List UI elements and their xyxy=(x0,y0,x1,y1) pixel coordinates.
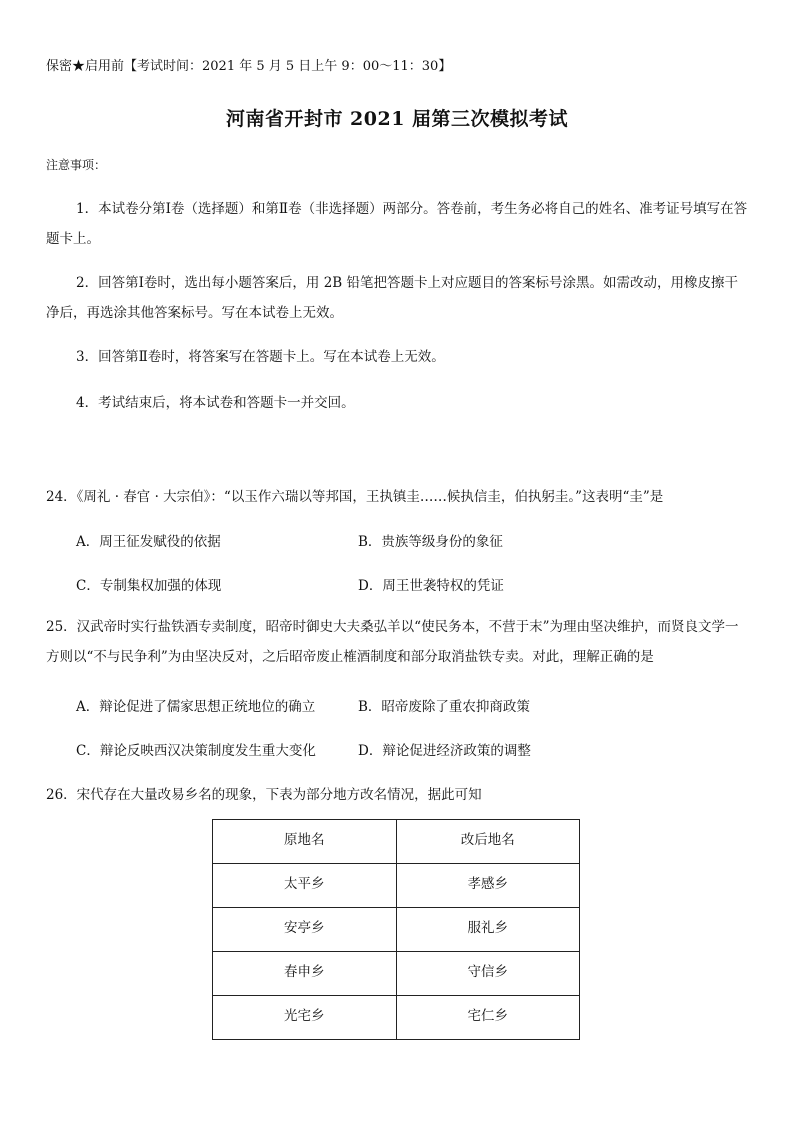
option-c: C．辩论反映西汉决策制度发生重大变化 xyxy=(76,743,316,759)
place-name-table xyxy=(212,819,580,1040)
table-cell: 光宅乡 xyxy=(213,996,397,1040)
option-c: C．专制集权加强的体现 xyxy=(76,578,222,594)
table-cell: 太平乡 xyxy=(213,864,397,908)
option-d: D．辩论促进经济政策的调整 xyxy=(358,743,531,759)
question-stem: 26．宋代存在大量改易乡名的现象，下表为部分地方改名情况，据此可知 xyxy=(46,787,482,803)
option-d: D．周王世袭特权的凭证 xyxy=(358,578,504,594)
table-row xyxy=(213,952,580,996)
notice-heading: 注意事项： xyxy=(46,158,107,172)
option-b: B．贵族等级身份的象征 xyxy=(358,534,503,550)
option-a: A．辩论促进了儒家思想正统地位的确立 xyxy=(76,699,316,715)
table-cell: 孝感乡 xyxy=(396,864,580,908)
table-cell: 服礼乡 xyxy=(396,908,580,952)
table-cell: 宅仁乡 xyxy=(396,996,580,1040)
table-header-row xyxy=(213,820,580,864)
question-stem: 24．《周礼 · 春官 · 大宗伯》：“以玉作六瑞以等邦国，王执镇圭……候执信圭，伯执躬圭。”这表明“圭”是 xyxy=(46,489,664,505)
table-row xyxy=(213,864,580,908)
question-stem: 25．汉武帝时实行盐铁酒专卖制度，昭帝时御史大夫桑弘羊以“使民务本，不营于末”为理由坚决维护，而贤良文学一方则以“不与民争利”为由坚决反对，之后昭帝废止榷酒制度和部分取消盐铁专卖。对此，理解正确的是 xyxy=(46,619,739,665)
table-cell: 守信乡 xyxy=(396,952,580,996)
notice-item: 2．回答第Ⅰ卷时，选出每小题答案后，用 2B 铅笔把答题卡上对应题目的答案标号涂黑。如需改动，用橡皮擦干净后，再选涂其他答案标号。写在本试卷上无效。 xyxy=(46,275,739,321)
notice-item: 1．本试卷分第Ⅰ卷（选择题）和第Ⅱ卷（非选择题）两部分。答卷前，考生务必将自己的姓名、准考证号填写在答题卡上。 xyxy=(46,201,748,247)
table-header-cell: 改后地名 xyxy=(396,820,580,864)
table-cell: 安亭乡 xyxy=(213,908,397,952)
exam-header: 保密★启用前【考试时间：2021 年 5 月 5 日上午 9：00～11：30】 xyxy=(46,59,452,74)
notice-item: 3．回答第Ⅱ卷时，将答案写在答题卡上。写在本试卷上无效。 xyxy=(76,349,445,365)
notice-item: 4．考试结束后，将本试卷和答题卡一并交回。 xyxy=(76,395,355,411)
page-title: 河南省开封市 2021 届第三次模拟考试 xyxy=(225,108,569,130)
table-row xyxy=(213,908,580,952)
table-cell: 春申乡 xyxy=(213,952,397,996)
table-header-cell: 原地名 xyxy=(213,820,397,864)
option-a: A．周王征发赋役的依据 xyxy=(76,534,221,550)
table-row xyxy=(213,996,580,1040)
option-b: B．昭帝废除了重农抑商政策 xyxy=(358,699,530,715)
